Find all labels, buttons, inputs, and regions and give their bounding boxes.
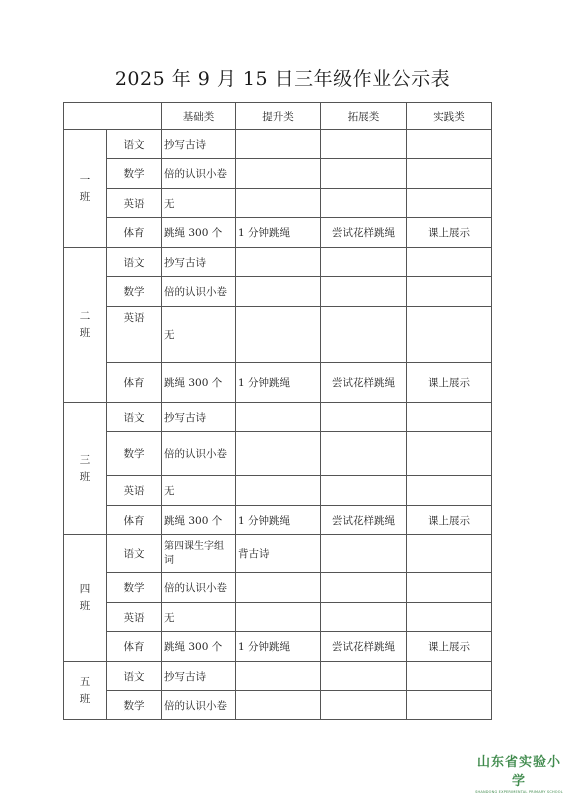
- subject-cell: 体育: [107, 632, 162, 662]
- basic-cell: 无: [162, 603, 236, 632]
- extend-cell: [321, 476, 407, 506]
- table-row: [64, 632, 492, 662]
- improve-cell: [236, 662, 321, 691]
- subject-cell: 英语: [107, 603, 162, 632]
- practice-cell: [407, 248, 492, 277]
- basic-cell: 无: [162, 476, 236, 506]
- improve-cell: [236, 159, 321, 189]
- table-row: [64, 403, 492, 432]
- extend-cell: [321, 535, 407, 573]
- practice-cell: [407, 307, 492, 363]
- basic-cell: 抄写古诗: [162, 248, 236, 277]
- subject-cell: 语文: [107, 662, 162, 691]
- improve-cell: [236, 603, 321, 632]
- improve-cell: [236, 476, 321, 506]
- extend-cell: 尝试花样跳绳: [321, 363, 407, 403]
- school-logo-name: 山东省实验小学: [476, 755, 561, 789]
- improve-cell: 1 分钟跳绳: [236, 218, 321, 248]
- basic-cell: 抄写古诗: [162, 130, 236, 159]
- extend-cell: [321, 432, 407, 476]
- improve-cell: [236, 573, 321, 603]
- school-logo-english: SHANDONG EXPERIMENTAL PRIMARY SCHOOL: [475, 790, 563, 794]
- improve-cell: 1 分钟跳绳: [236, 363, 321, 403]
- practice-cell: [407, 159, 492, 189]
- subject-cell: 数学: [107, 691, 162, 720]
- table-row: [64, 363, 492, 403]
- class-label-5: 五 班: [64, 662, 107, 720]
- practice-cell: [407, 189, 492, 218]
- table-row: [64, 603, 492, 632]
- subject-cell: 数学: [107, 277, 162, 307]
- school-logo: [473, 751, 565, 794]
- practice-cell: [407, 432, 492, 476]
- header-extend: 拓展类: [321, 103, 407, 130]
- improve-cell: [236, 189, 321, 218]
- extend-cell: [321, 189, 407, 218]
- subject-cell: 英语: [107, 476, 162, 506]
- basic-cell: 无: [162, 307, 236, 363]
- improve-cell: [236, 248, 321, 277]
- class-label-4: 四 班: [64, 535, 107, 662]
- homework-table: [63, 102, 492, 720]
- practice-cell: 课上展示: [407, 363, 492, 403]
- extend-cell: [321, 662, 407, 691]
- basic-cell: 跳绳 300 个: [162, 218, 236, 248]
- class-label-3: 三 班: [64, 403, 107, 535]
- practice-cell: [407, 691, 492, 720]
- basic-cell: 抄写古诗: [162, 403, 236, 432]
- practice-cell: [407, 535, 492, 573]
- extend-cell: [321, 403, 407, 432]
- header-improve: 提升类: [236, 103, 321, 130]
- practice-cell: [407, 476, 492, 506]
- header-blank: [64, 103, 162, 130]
- subject-cell: 数学: [107, 573, 162, 603]
- improve-cell: [236, 307, 321, 363]
- table-row: [64, 248, 492, 277]
- improve-cell: 1 分钟跳绳: [236, 632, 321, 662]
- extend-cell: [321, 277, 407, 307]
- practice-cell: 课上展示: [407, 218, 492, 248]
- table-row: [64, 218, 492, 248]
- extend-cell: [321, 130, 407, 159]
- table-row: [64, 535, 492, 573]
- improve-cell: [236, 432, 321, 476]
- class-label-2: 二 班: [64, 248, 107, 403]
- extend-cell: [321, 573, 407, 603]
- extend-cell: [321, 691, 407, 720]
- subject-cell: 体育: [107, 506, 162, 535]
- table-row: [64, 506, 492, 535]
- improve-cell: [236, 691, 321, 720]
- practice-cell: 课上展示: [407, 632, 492, 662]
- subject-cell: 英语: [107, 307, 162, 363]
- basic-cell: 跳绳 300 个: [162, 506, 236, 535]
- practice-cell: [407, 603, 492, 632]
- subject-cell: 语文: [107, 535, 162, 573]
- practice-cell: 课上展示: [407, 506, 492, 535]
- table-row: [64, 662, 492, 691]
- extend-cell: [321, 603, 407, 632]
- table-row: [64, 573, 492, 603]
- improve-cell: 背古诗: [236, 535, 321, 573]
- class-label-1: 一 班: [64, 130, 107, 248]
- table-row: [64, 130, 492, 159]
- practice-cell: [407, 277, 492, 307]
- improve-cell: [236, 130, 321, 159]
- table-row: [64, 159, 492, 189]
- subject-cell: 语文: [107, 130, 162, 159]
- header-basic: 基础类: [162, 103, 236, 130]
- basic-cell: 倍的认识小卷: [162, 159, 236, 189]
- extend-cell: [321, 159, 407, 189]
- table-row: [64, 307, 492, 363]
- practice-cell: [407, 662, 492, 691]
- basic-cell: 跳绳 300 个: [162, 632, 236, 662]
- basic-cell: 无: [162, 189, 236, 218]
- subject-cell: 语文: [107, 403, 162, 432]
- header-practice: 实践类: [407, 103, 492, 130]
- improve-cell: [236, 277, 321, 307]
- basic-cell: 第四课生字组词: [162, 535, 236, 573]
- improve-cell: [236, 403, 321, 432]
- extend-cell: [321, 307, 407, 363]
- improve-cell: 1 分钟跳绳: [236, 506, 321, 535]
- extend-cell: 尝试花样跳绳: [321, 632, 407, 662]
- basic-cell: 倍的认识小卷: [162, 432, 236, 476]
- header-row: [64, 103, 492, 130]
- subject-cell: 体育: [107, 218, 162, 248]
- extend-cell: 尝试花样跳绳: [321, 506, 407, 535]
- page-title: 2025 年 9 月 15 日三年级作业公示表: [114, 68, 451, 90]
- table-row: [64, 691, 492, 720]
- practice-cell: [407, 573, 492, 603]
- practice-cell: [407, 130, 492, 159]
- subject-cell: 语文: [107, 248, 162, 277]
- extend-cell: 尝试花样跳绳: [321, 218, 407, 248]
- subject-cell: 英语: [107, 189, 162, 218]
- extend-cell: [321, 248, 407, 277]
- subject-cell: 体育: [107, 363, 162, 403]
- table-row: [64, 277, 492, 307]
- basic-cell: 倍的认识小卷: [162, 277, 236, 307]
- subject-cell: 数学: [107, 432, 162, 476]
- table-row: [64, 432, 492, 476]
- basic-cell: 跳绳 300 个: [162, 363, 236, 403]
- basic-cell: 倍的认识小卷: [162, 691, 236, 720]
- table-row: [64, 476, 492, 506]
- subject-cell: 数学: [107, 159, 162, 189]
- practice-cell: [407, 403, 492, 432]
- table-row: [64, 189, 492, 218]
- basic-cell: 倍的认识小卷: [162, 573, 236, 603]
- basic-cell: 抄写古诗: [162, 662, 236, 691]
